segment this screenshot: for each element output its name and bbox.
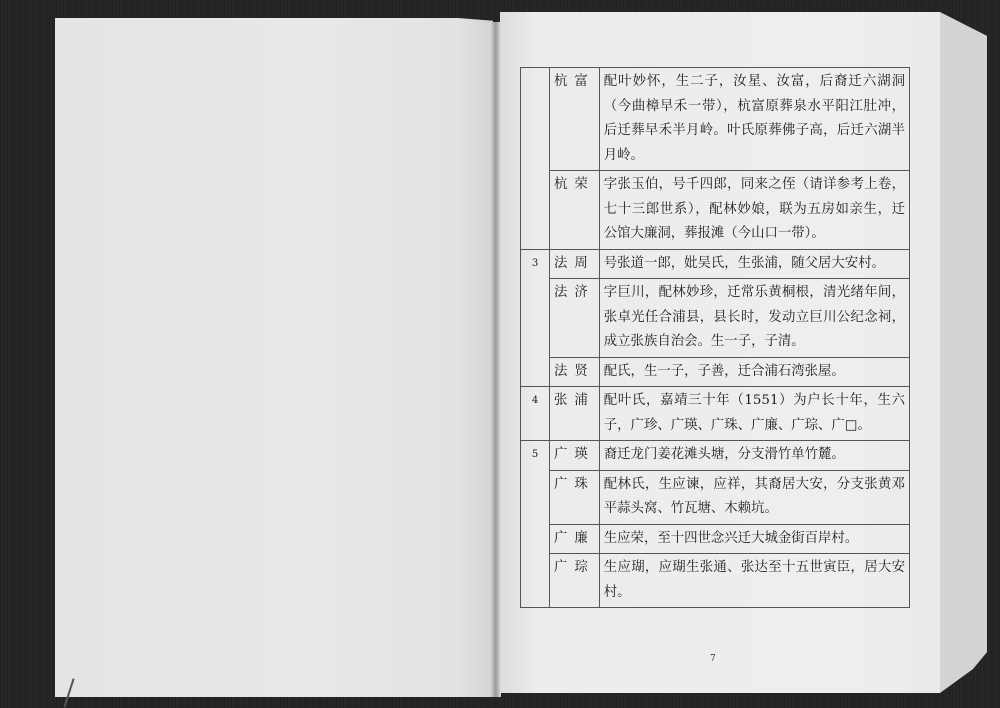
description-cell: 配叶氏，嘉靖三十年（1551）为户长十年，生六子，广珍、广瑛、广珠、广廉、广琮、广□。	[599, 387, 909, 441]
description-cell: 生应瑚，应瑚生张通、张达至十五世寅臣，居大安村。	[599, 554, 909, 608]
name-cell: 法贤	[550, 357, 600, 387]
table-row	[521, 357, 910, 387]
name-cell: 法济	[550, 279, 600, 358]
right-page	[500, 12, 940, 693]
name-cell: 广瑛	[550, 441, 600, 471]
book-page-edges	[940, 12, 987, 693]
table-row	[521, 387, 910, 441]
name-cell: 广珠	[550, 470, 600, 524]
table-row	[521, 249, 910, 279]
description-cell: 配林氏，生应谏，应祥，其裔居大安，分支张黄邓平蒜头窝、竹瓦塘、木赖坑。	[599, 470, 909, 524]
description-cell: 号张道一郎，妣吴氏，生张浦，随父居大安村。	[599, 249, 909, 279]
name-cell: 广琮	[550, 554, 600, 608]
name-cell: 杭富	[550, 68, 600, 171]
description-cell: 字张玉伯，号千四郎，同来之侄（请详参考上卷，七十三郎世系），配林妙娘，联为五房如亲生，迁公馆大廉洞，葬报滩（今山口一带）。	[599, 171, 909, 250]
generation-cell: 3	[521, 249, 550, 387]
table-row	[521, 554, 910, 608]
name-cell: 法周	[550, 249, 600, 279]
table-row	[521, 171, 910, 250]
description-cell: 字巨川，配林妙珍，迁常乐黄桐根，清光绪年间，张卓光任合浦县，县长时，发动立巨川公纪念祠，成立张族自治会。生一子，子清。	[599, 279, 909, 358]
name-cell: 杭荣	[550, 171, 600, 250]
table-row	[521, 470, 910, 524]
name-cell: 张浦	[550, 387, 600, 441]
table-row	[521, 279, 910, 358]
description-cell: 生应荣，至十四世念兴迁大城金街百岸村。	[599, 524, 909, 554]
table-row	[521, 524, 910, 554]
page-number: 7	[710, 654, 716, 664]
table-row	[521, 441, 910, 471]
table-row	[521, 68, 910, 171]
genealogy-table-wrapper	[520, 67, 910, 608]
genealogy-table	[520, 67, 910, 608]
description-cell: 裔迁龙门姜花滩头塘，分支滑竹单竹麓。	[599, 441, 909, 471]
description-cell: 配叶妙怀，生二子，汝星、汝富，后裔迁六湖洞（今曲樟早禾一带），杭富原葬泉水平阳江肚冲，后迁葬早禾半月岭。叶氏原葬佛子高，后迁六湖半月岭。	[599, 68, 909, 171]
generation-cell: 4	[521, 387, 550, 441]
description-cell: 配氏，生一子，子善，迁合浦石湾张屋。	[599, 357, 909, 387]
generation-cell: 5	[521, 441, 550, 608]
name-cell: 广廉	[550, 524, 600, 554]
left-page-blank	[55, 18, 493, 697]
generation-cell	[521, 68, 550, 250]
